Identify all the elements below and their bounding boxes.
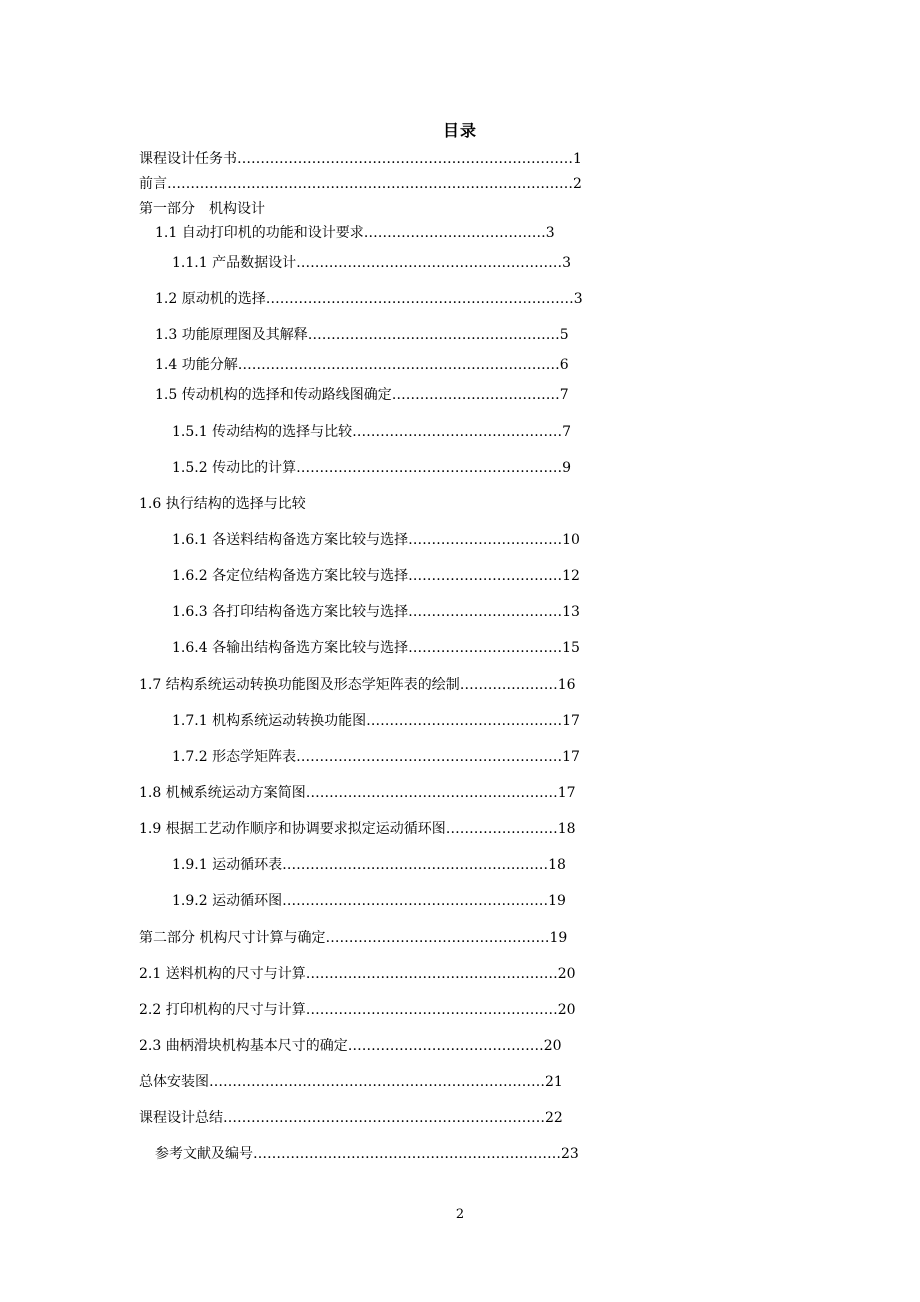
toc-entry: 1.7.2 形态学矩阵表…………………………………………………17 — [172, 749, 580, 765]
toc-entry: 2.3 曲柄滑块机构基本尺寸的确定……………………………………20 — [139, 1038, 562, 1054]
toc-entry: 参考文献及编号…………………………………………………………23 — [155, 1146, 579, 1162]
toc-entry: 2.1 送料机构的尺寸与计算………………………………………………20 — [139, 966, 576, 982]
toc-entry: 1.3 功能原理图及其解释………………………………………………5 — [155, 327, 569, 343]
page-title: 目录 — [442, 121, 477, 140]
toc-entry: 总体安装图………………………………………………………………21 — [139, 1074, 563, 1090]
toc-entry: 1.8 机械系统运动方案简图………………………………………………17 — [139, 785, 576, 801]
toc-entry: 1.2 原动机的选择…………………………………………………………3 — [155, 291, 583, 307]
toc-entry: 1.1.1 产品数据设计…………………………………………………3 — [172, 255, 571, 271]
toc-entry: 1.5.1 传动结构的选择与比较………………………………………7 — [172, 424, 571, 440]
toc-entry: 1.9.2 运动循环图…………………………………………………19 — [172, 893, 566, 909]
toc-entry: 1.5.2 传动比的计算…………………………………………………9 — [172, 460, 571, 476]
page-number: 2 — [455, 1207, 465, 1222]
toc-entry: 1.5 传动机构的选择和传动路线图确定………………………………7 — [155, 387, 569, 403]
toc-entry: 课程设计任务书………………………………………………………………1 — [139, 151, 582, 167]
toc-entry: 1.6.4 各输出结构备选方案比较与选择……………………………15 — [172, 640, 580, 656]
toc-entry: 第二部分 机构尺寸计算与确定…………………………………………19 — [139, 930, 568, 946]
toc-entry: 2.2 打印机构的尺寸与计算………………………………………………20 — [139, 1002, 576, 1018]
toc-entry: 课程设计总结……………………………………………………………22 — [139, 1110, 563, 1126]
toc-entry: 1.7.1 机构系统运动转换功能图……………………………………17 — [172, 713, 580, 729]
toc-entry: 1.6.3 各打印结构备选方案比较与选择……………………………13 — [172, 604, 580, 620]
toc-entry: 第一部分 机构设计 — [139, 201, 265, 217]
toc-entry: 1.6.2 各定位结构备选方案比较与选择……………………………12 — [172, 568, 580, 584]
toc-entry: 1.7 结构系统运动转换功能图及形态学矩阵表的绘制…………………16 — [139, 677, 576, 693]
toc-entry: 1.1 自动打印机的功能和设计要求…………………………………3 — [155, 225, 555, 241]
toc-entry: 1.4 功能分解……………………………………………………………6 — [155, 357, 569, 373]
toc-entry: 前言……………………………………………………………………………2 — [139, 176, 582, 192]
toc-entry: 1.9 根据工艺动作顺序和协调要求拟定运动循环图……………………18 — [139, 821, 576, 837]
toc-entry: 1.6.1 各送料结构备选方案比较与选择……………………………10 — [172, 532, 580, 548]
toc-entry: 1.9.1 运动循环表…………………………………………………18 — [172, 857, 566, 873]
toc-entry: 1.6 执行结构的选择与比较 — [139, 496, 306, 512]
